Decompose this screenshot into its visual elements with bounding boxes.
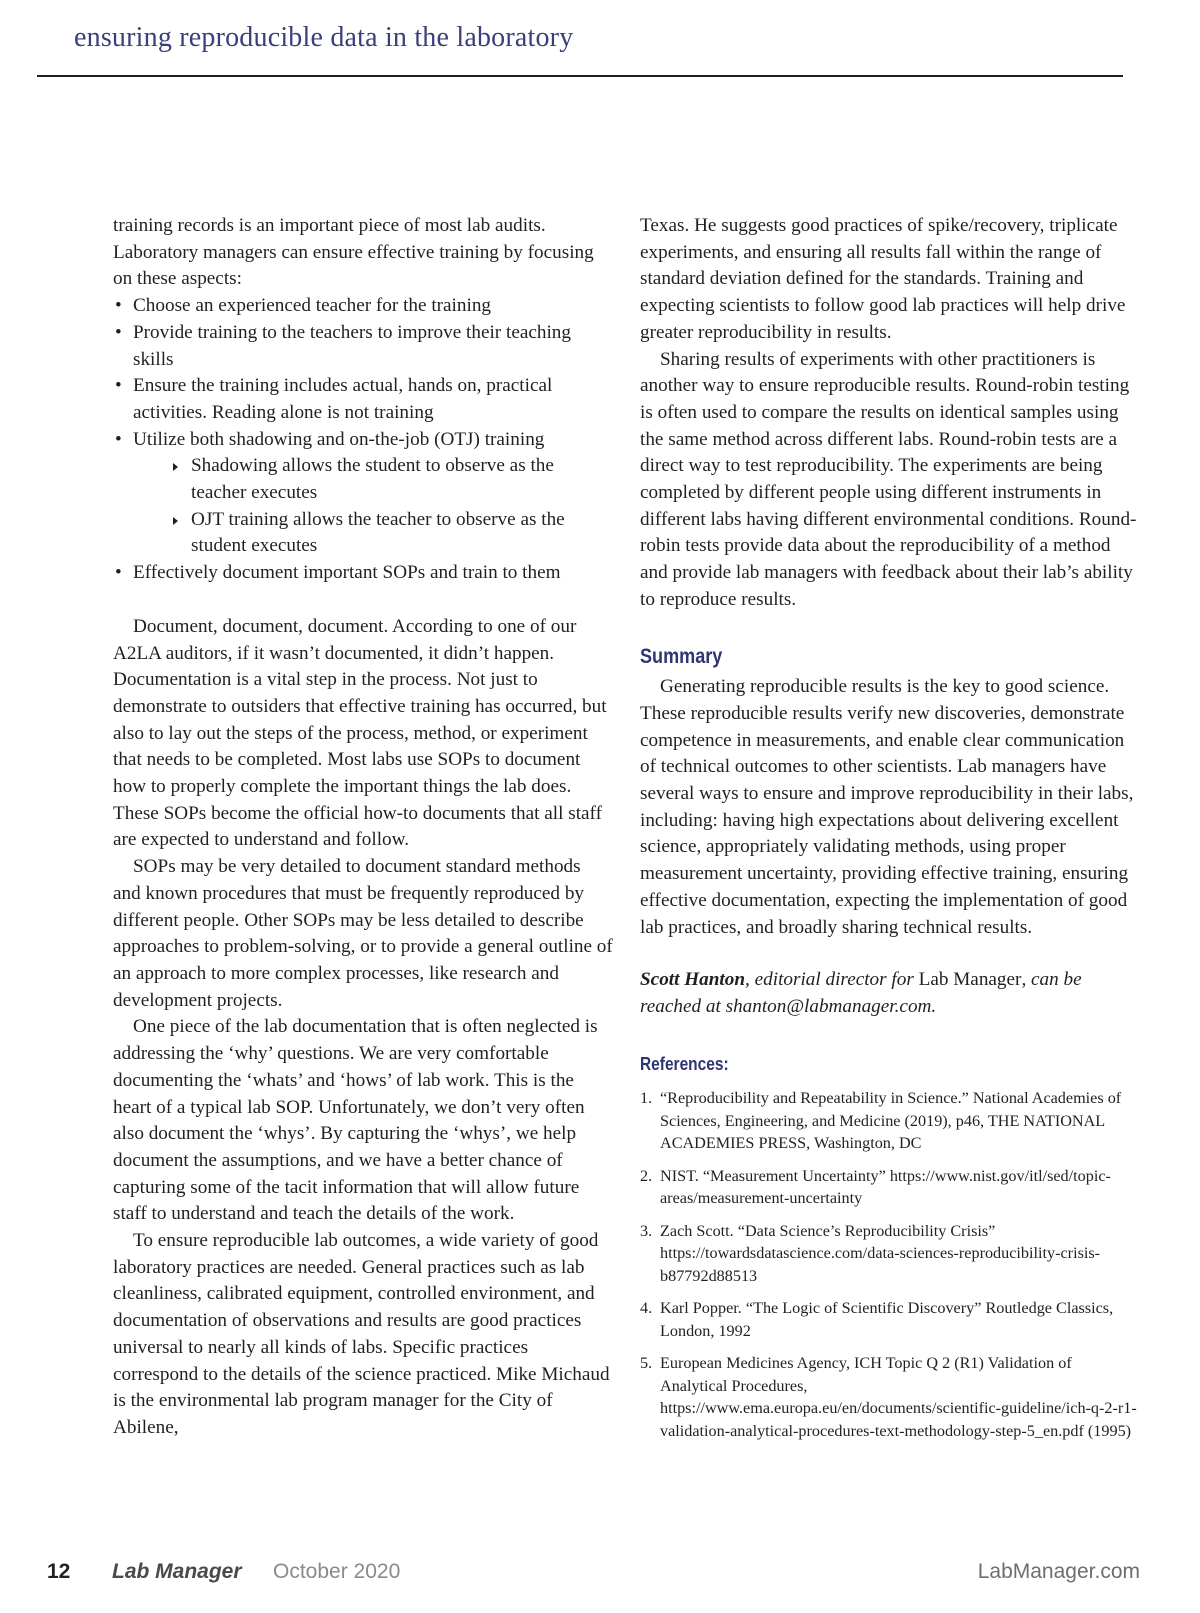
author-name: Scott Hanton bbox=[640, 969, 746, 991]
right-column bbox=[640, 213, 1140, 1452]
list-item: • Provide training to the teachers to improve their teaching skills bbox=[115, 321, 571, 370]
bullet-icon: • bbox=[115, 321, 122, 343]
references-list bbox=[640, 1087, 1140, 1442]
magazine-name: Lab Manager bbox=[112, 1560, 242, 1583]
sub-list-item: Shadowing allows the student to observe as the teacher executes bbox=[171, 453, 613, 506]
left-column bbox=[113, 213, 613, 1442]
paragraph-gap bbox=[113, 587, 613, 614]
triangle-bullet-icon bbox=[173, 463, 178, 471]
list-item: • Effectively document important SOPs and train to them bbox=[113, 560, 613, 587]
training-bullet-list bbox=[113, 293, 613, 587]
author-bio: Scott Hanton, editorial director for Lab Manager, can be reached at shanton@labmanager.com. bbox=[640, 969, 1082, 1017]
reference-item: 1. “Reproducibility and Repeatability in Science.” National Academies of Sciences, Engineering, and Medicine (2019), p46, THE NATIONAL ACADEMIES PRESS, Washington, DC bbox=[640, 1089, 1122, 1153]
summary-paragraph: Generating reproducible results is the key to good science. These reproducible results verify new discoveries, demonstrate competence in measurements, and enable clear communication of technical outcomes to other scientists. Lab managers have several ways to ensure and improve reproducibility in their labs, including: having high expectations about delivering excellent science, appropriately validating methods, using proper measurement uncertainty, providing effective training, ensuring effective documentation, expecting the implementation of good lab practices, and broadly sharing technical results. bbox=[640, 676, 1134, 938]
list-item: • Choose an experienced teacher for the training bbox=[113, 293, 613, 320]
reference-item: 2. NIST. “Measurement Uncertainty” https://www.nist.gov/itl/sed/topic-areas/measurement-uncertainty bbox=[640, 1166, 1111, 1208]
list-item: • Utilize both shadowing and on-the-job (OTJ) training Shadowing allows the student to observe as the teacher executes OJT training allows the teacher to observe as the student executes bbox=[113, 427, 613, 561]
reference-item: 4. Karl Popper. “The Logic of Scientific Discovery” Routledge Classics, London, 1992 bbox=[640, 1299, 1114, 1340]
sub-list-item: OJT training allows the teacher to observe as the student executes bbox=[171, 507, 613, 560]
running-header: ensuring reproducible data in the laboratory bbox=[74, 22, 574, 53]
publication-name: Lab Manager bbox=[918, 969, 1022, 991]
why-paragraph: One piece of the lab documentation that is often neglected is addressing the ‘why’ questions. We are very comfortable documenting the ‘whats’ and ‘hows’ of lab work. This is the heart of a typical lab SOP. Unfortunately, we don’t very often also document the ‘whys’. By capturing the ‘whys’, we help document the assumptions, and we have a better chance of capturing some of the tacit information that will allow future staff to understand and teach the details of the work. bbox=[113, 1016, 598, 1225]
page-footer bbox=[0, 1560, 1200, 1590]
sop-paragraph: SOPs may be very detailed to document standard methods and known procedures that must be frequently reproduced by different people. Other SOPs may be less detailed to describe approaches to problem-solving, or to provide a general outline of an approach to more complex processes, like research and development projects. bbox=[113, 856, 613, 1011]
issue-date: October 2020 bbox=[273, 1560, 401, 1583]
references-heading: References: bbox=[640, 1053, 729, 1074]
website-link[interactable]: LabManager.com bbox=[977, 1560, 1140, 1583]
bullet-icon: • bbox=[115, 375, 122, 397]
list-item: • Ensure the training includes actual, hands on, practical activities. Reading alone is not training bbox=[115, 375, 553, 423]
reference-item: 3. Zach Scott. “Data Science’s Reproducibility Crisis” https://towardsdatascience.com/data-sciences-reproducibility-crisis-b87792d88513 bbox=[640, 1221, 1101, 1285]
bullet-icon: • bbox=[115, 562, 122, 584]
page-number: 12 bbox=[47, 1560, 71, 1583]
sub-bullet-list bbox=[133, 453, 613, 560]
intro-paragraph: training records is an important piece of most lab audits. Laboratory managers can ensure effective training by focusing on these aspects: bbox=[113, 215, 594, 290]
round-robin-paragraph: Sharing results of experiments with other practitioners is another way to ensure reproducible results. Round-robin testing is often used to compare the results on identical samples using the same method across different labs. Round-robin tests are a direct way to test reproducibility. The experiments are being completed by different people using different instruments in different labs having different environmental conditions. Round-robin tests provide data about the reproducibility of a method and provide lab managers with feedback about their lab’s ability to reproduce results. bbox=[640, 348, 1137, 610]
documentation-paragraph: Document, document, document. According to one of our A2LA auditors, if it wasn’t documented, it didn’t happen. Documentation is a vital step in the process. Not just to demonstrate to outsiders that effective training has occurred, but also to lay out the steps of the process, method, or experiment that needs to be completed. Most labs use SOPs to document how to properly complete the important things the lab does. These SOPs become the official how-to documents that all staff are expected to understand and follow. bbox=[113, 615, 607, 851]
header-rule bbox=[37, 75, 1123, 77]
reference-item: 5. European Medicines Agency, ICH Topic Q 2 (R1) Validation of Analytical Procedures, https://www.ema.europa.eu/en/documents/scientific-guideline/ich-q-2-r1-validation-analytical-procedures-text-methodology-step-5_en.pdf (1995) bbox=[640, 1354, 1137, 1440]
bullet-icon: • bbox=[115, 428, 122, 450]
bullet-icon: • bbox=[115, 295, 122, 317]
triangle-bullet-icon bbox=[173, 517, 178, 525]
good-practices-paragraph: To ensure reproducible lab outcomes, a wide variety of good laboratory practices are needed. General practices such as lab cleanliness, calibrated equipment, controlled environment, and documentation of observations and results are good practices universal to nearly all kinds of labs. Specific practices correspond to the details of the science practiced. Mike Michaud is the environmental lab program manager for the City of Abilene, bbox=[113, 1230, 610, 1438]
continued-paragraph: Texas. He suggests good practices of spike/recovery, triplicate experiments, and ensuring all results fall within the range of standard deviation defined for the standards. Training and expecting scientists to follow good lab practices will help drive greater reproducibility in results. bbox=[640, 215, 1126, 343]
author-contact[interactable]: , can be reached at shanton@labmanager.com. bbox=[640, 969, 1082, 1017]
summary-heading: Summary bbox=[640, 644, 723, 668]
